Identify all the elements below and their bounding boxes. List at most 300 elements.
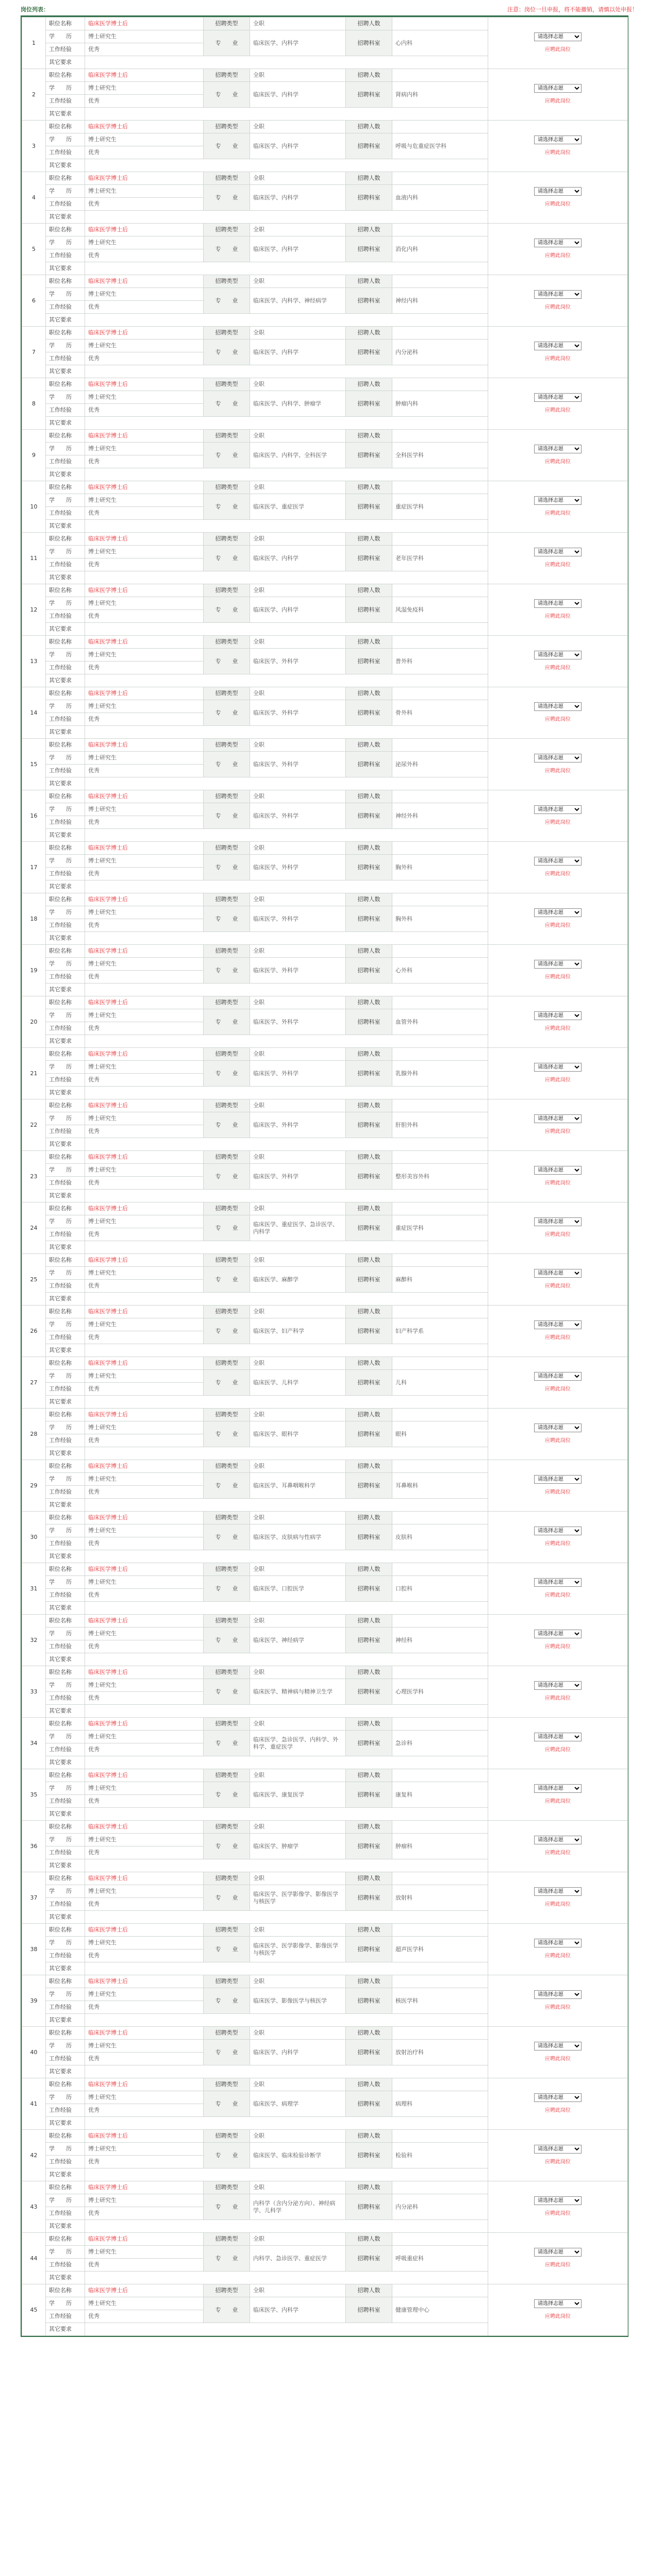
- action-cell: [488, 69, 628, 121]
- preference-select[interactable]: [534, 548, 582, 556]
- job-name-value: 临床医学博士后: [85, 945, 204, 958]
- recruit-dept-label: 招聘科室: [346, 82, 392, 108]
- recruit-type-label: 招聘类型: [204, 430, 250, 443]
- work-experience-label: 工作经验: [46, 198, 85, 211]
- action-cell: [488, 842, 628, 893]
- apply-link[interactable]: 应聘此岗位: [545, 1696, 571, 1701]
- preference-select[interactable]: [534, 1887, 582, 1896]
- other-requirements-label: 其它要求: [46, 1911, 85, 1924]
- apply-link[interactable]: 应聘此岗位: [545, 1232, 571, 1238]
- row-index: 43: [22, 2181, 46, 2233]
- major-value: 临床医学、重症医学: [250, 494, 346, 520]
- row-index: 23: [22, 1151, 46, 1202]
- job-name-value: 临床医学博士后: [85, 1769, 204, 1782]
- table-row: [22, 1409, 628, 1421]
- preference-select[interactable]: [534, 1990, 582, 1999]
- table-row: [22, 172, 628, 185]
- recruit-count-label: 招聘人数: [346, 378, 392, 391]
- other-requirements-label: 其它要求: [46, 880, 85, 893]
- job-name-label: 职位名称: [46, 1924, 85, 1937]
- education-value: 博士研究生: [85, 649, 204, 662]
- recruit-count-label: 招聘人数: [346, 275, 392, 288]
- other-requirements-label: 其它要求: [46, 159, 85, 172]
- table-row: [22, 1151, 628, 1164]
- recruit-count-label: 招聘人数: [346, 1821, 392, 1834]
- preference-select[interactable]: [534, 1114, 582, 1123]
- row-index: 39: [22, 1975, 46, 2027]
- other-requirements-label: 其它要求: [46, 1705, 85, 1718]
- row-index: 38: [22, 1924, 46, 1975]
- job-name-value: 临床医学博士后: [85, 1306, 204, 1318]
- row-index: 37: [22, 1872, 46, 1924]
- recruit-count-value: [392, 996, 488, 1009]
- major-value: 临床医学、内科学、神经病学: [250, 288, 346, 314]
- major-label: 专 业: [204, 1988, 250, 2014]
- work-experience-value: 优秀: [85, 558, 204, 571]
- work-experience-value: 优秀: [85, 2053, 204, 2065]
- recruit-type-value: 全职: [250, 687, 346, 700]
- work-experience-value: 优秀: [85, 713, 204, 726]
- job-name-label: 职位名称: [46, 2181, 85, 2194]
- education-label: 学 历: [46, 1937, 85, 1950]
- recruit-count-label: 招聘人数: [346, 2130, 392, 2143]
- preference-select[interactable]: [534, 239, 582, 247]
- apply-link[interactable]: 应聘此岗位: [545, 408, 571, 413]
- recruit-type-label: 招聘类型: [204, 996, 250, 1009]
- work-experience-label: 工作经验: [46, 558, 85, 571]
- recruit-count-value: [392, 1099, 488, 1112]
- recruit-dept-value: 全科医学科: [392, 443, 488, 468]
- recruit-type-label: 招聘类型: [204, 533, 250, 546]
- job-name-label: 职位名称: [46, 842, 85, 855]
- preference-select[interactable]: [534, 754, 582, 762]
- job-name-label: 职位名称: [46, 790, 85, 803]
- education-label: 学 历: [46, 1834, 85, 1846]
- apply-link[interactable]: 应聘此岗位: [545, 1283, 571, 1289]
- apply-link[interactable]: 应聘此岗位: [545, 1902, 571, 1907]
- job-name-label: 职位名称: [46, 739, 85, 752]
- table-row: [22, 18, 628, 30]
- table-row: [22, 2233, 628, 2246]
- other-requirements-label: 其它要求: [46, 1087, 85, 1099]
- major-value: 临床医学、口腔医学: [250, 1576, 346, 1602]
- other-requirements-value: [85, 417, 488, 430]
- job-name-value: 临床医学博士后: [85, 996, 204, 1009]
- education-label: 学 历: [46, 494, 85, 507]
- table-row: [22, 327, 628, 340]
- other-requirements-label: 其它要求: [46, 2065, 85, 2078]
- recruit-count-label: 招聘人数: [346, 1563, 392, 1576]
- recruit-type-label: 招聘类型: [204, 945, 250, 958]
- apply-link[interactable]: 应聘此岗位: [545, 47, 571, 53]
- recruit-dept-value: 口腔科: [392, 1576, 488, 1602]
- education-label: 学 历: [46, 546, 85, 558]
- preference-select[interactable]: [534, 1217, 582, 1226]
- apply-link[interactable]: 应聘此岗位: [545, 2005, 571, 2010]
- other-requirements-value: [85, 1756, 488, 1769]
- recruit-type-label: 招聘类型: [204, 893, 250, 906]
- recruit-count-label: 招聘人数: [346, 1048, 392, 1061]
- preference-select[interactable]: [534, 857, 582, 866]
- apply-link[interactable]: 应聘此岗位: [545, 562, 571, 568]
- other-requirements-label: 其它要求: [46, 314, 85, 327]
- job-name-value: 临床医学博士后: [85, 1512, 204, 1524]
- table-row: [22, 1666, 628, 1679]
- apply-link[interactable]: 应聘此岗位: [545, 511, 571, 516]
- recruit-dept-value: 乳腺外科: [392, 1061, 488, 1087]
- recruit-type-value: 全职: [250, 121, 346, 133]
- other-requirements-value: [85, 880, 488, 893]
- preference-select[interactable]: [534, 445, 582, 453]
- major-value: 临床医学、康复医学: [250, 1782, 346, 1808]
- apply-link[interactable]: 应聘此岗位: [545, 1026, 571, 1031]
- work-experience-value: 优秀: [85, 1228, 204, 1241]
- apply-link[interactable]: 应聘此岗位: [545, 768, 571, 774]
- preference-select[interactable]: [534, 135, 582, 144]
- table-row: [22, 275, 628, 288]
- education-label: 学 历: [46, 1988, 85, 2001]
- recruit-count-value: [392, 1254, 488, 1267]
- apply-link[interactable]: 应聘此岗位: [545, 1077, 571, 1083]
- recruit-dept-value: 泌尿外科: [392, 752, 488, 777]
- preference-select[interactable]: [534, 651, 582, 659]
- recruit-count-label: 招聘人数: [346, 1460, 392, 1473]
- work-experience-label: 工作经验: [46, 249, 85, 262]
- apply-link[interactable]: 应聘此岗位: [545, 1541, 571, 1547]
- work-experience-label: 工作经验: [46, 1743, 85, 1756]
- major-value: 临床医学、皮肤病与性病学: [250, 1524, 346, 1550]
- major-value: 临床医学、精神病与精神卫生学: [250, 1679, 346, 1705]
- education-value: 博士研究生: [85, 391, 204, 404]
- preference-select[interactable]: [534, 702, 582, 711]
- preference-select[interactable]: [534, 1733, 582, 1741]
- preference-select[interactable]: [534, 342, 582, 350]
- apply-link[interactable]: 应聘此岗位: [545, 356, 571, 362]
- job-name-value: 临床医学博士后: [85, 2233, 204, 2246]
- recruit-count-label: 招聘人数: [346, 18, 392, 30]
- preference-select[interactable]: [534, 84, 582, 93]
- action-cell: [488, 2027, 628, 2078]
- preference-select[interactable]: [534, 1166, 582, 1175]
- work-experience-label: 工作经验: [46, 43, 85, 56]
- table-row: [22, 687, 628, 700]
- job-name-label: 职位名称: [46, 1048, 85, 1061]
- apply-link[interactable]: 应聘此岗位: [545, 253, 571, 259]
- preference-select[interactable]: [534, 2196, 582, 2205]
- apply-link[interactable]: 应聘此岗位: [545, 614, 571, 619]
- apply-link[interactable]: 应聘此岗位: [545, 459, 571, 465]
- other-requirements-label: 其它要求: [46, 2323, 85, 2336]
- preference-select[interactable]: [534, 1527, 582, 1535]
- recruit-type-value: 全职: [250, 1048, 346, 1061]
- other-requirements-value: [85, 108, 488, 121]
- education-label: 学 历: [46, 1318, 85, 1331]
- recruit-dept-value: 放射治疗科: [392, 2040, 488, 2065]
- major-label: 专 业: [204, 340, 250, 365]
- row-index: 40: [22, 2027, 46, 2078]
- recruit-dept-value: 心内科: [392, 30, 488, 56]
- other-requirements-label: 其它要求: [46, 1447, 85, 1460]
- apply-link[interactable]: 应聘此岗位: [545, 923, 571, 928]
- apply-link[interactable]: 应聘此岗位: [545, 1438, 571, 1444]
- apply-link[interactable]: 应聘此岗位: [545, 304, 571, 310]
- preference-select[interactable]: [534, 496, 582, 505]
- recruit-type-value: 全职: [250, 1512, 346, 1524]
- recruit-dept-value: 放射科: [392, 1885, 488, 1911]
- apply-link[interactable]: 应聘此岗位: [545, 2314, 571, 2319]
- work-experience-label: 工作经验: [46, 1177, 85, 1190]
- work-experience-value: 优秀: [85, 1331, 204, 1344]
- job-name-value: 临床医学博士后: [85, 1872, 204, 1885]
- major-label: 专 业: [204, 1421, 250, 1447]
- recruit-count-value: [392, 1666, 488, 1679]
- preference-select[interactable]: [534, 908, 582, 917]
- recruit-type-value: 全职: [250, 1769, 346, 1782]
- apply-link[interactable]: 应聘此岗位: [545, 820, 571, 825]
- apply-link[interactable]: 应聘此岗位: [545, 1129, 571, 1134]
- apply-link[interactable]: 应聘此岗位: [545, 871, 571, 877]
- row-index: 24: [22, 1202, 46, 1254]
- major-value: 临床医学、外科学: [250, 1009, 346, 1035]
- preference-select[interactable]: [534, 2093, 582, 2102]
- preference-select[interactable]: [534, 1063, 582, 1072]
- row-index: 4: [22, 172, 46, 224]
- work-experience-value: 优秀: [85, 1434, 204, 1447]
- work-experience-label: 工作经验: [46, 1898, 85, 1911]
- education-label: 学 历: [46, 649, 85, 662]
- recruit-dept-value: 皮肤科: [392, 1524, 488, 1550]
- recruit-type-label: 招聘类型: [204, 739, 250, 752]
- job-name-value: 临床医学博士后: [85, 842, 204, 855]
- preference-select[interactable]: [534, 1630, 582, 1638]
- education-label: 学 历: [46, 1782, 85, 1795]
- action-cell: [488, 1666, 628, 1718]
- education-value: 博士研究生: [85, 2091, 204, 2104]
- major-label: 专 业: [204, 1009, 250, 1035]
- apply-link[interactable]: 应聘此岗位: [545, 2159, 571, 2165]
- education-value: 博士研究生: [85, 1009, 204, 1022]
- preference-select[interactable]: [534, 599, 582, 608]
- row-index: 18: [22, 893, 46, 945]
- preference-select[interactable]: [534, 1011, 582, 1020]
- recruit-count-value: [392, 378, 488, 391]
- preference-select[interactable]: [534, 1372, 582, 1381]
- recruit-dept-value: 急诊科: [392, 1731, 488, 1756]
- preference-select[interactable]: [534, 32, 582, 41]
- apply-link[interactable]: 应聘此岗位: [545, 1850, 571, 1856]
- major-label: 专 业: [204, 2040, 250, 2065]
- apply-link[interactable]: 应聘此岗位: [545, 2211, 571, 2216]
- recruit-count-value: [392, 1048, 488, 1061]
- job-name-label: 职位名称: [46, 275, 85, 288]
- major-value: 临床医学、外科学: [250, 906, 346, 932]
- preference-select[interactable]: [534, 1836, 582, 1844]
- recruit-count-label: 招聘人数: [346, 842, 392, 855]
- recruit-dept-value: 神经外科: [392, 803, 488, 829]
- preference-select[interactable]: [534, 960, 582, 969]
- recruit-type-label: 招聘类型: [204, 1615, 250, 1628]
- row-index: 34: [22, 1718, 46, 1769]
- preference-select[interactable]: [534, 2042, 582, 2050]
- preference-select[interactable]: [534, 290, 582, 299]
- apply-link[interactable]: 应聘此岗位: [545, 2056, 571, 2062]
- recruit-type-label: 招聘类型: [204, 1048, 250, 1061]
- major-value: 临床医学、内科学: [250, 546, 346, 571]
- major-value: 临床医学、外科学: [250, 958, 346, 984]
- action-cell: [488, 1409, 628, 1460]
- apply-link[interactable]: 应聘此岗位: [545, 1335, 571, 1341]
- job-name-value: 临床医学博士后: [85, 172, 204, 185]
- recruit-count-value: [392, 1512, 488, 1524]
- apply-link[interactable]: 应聘此岗位: [545, 974, 571, 980]
- recruit-dept-label: 招聘科室: [346, 700, 392, 726]
- apply-link[interactable]: 应聘此岗位: [545, 2262, 571, 2268]
- work-experience-label: 工作经验: [46, 1383, 85, 1396]
- action-cell: [488, 1615, 628, 1666]
- job-name-label: 职位名称: [46, 2233, 85, 2246]
- preference-select[interactable]: [534, 393, 582, 402]
- other-requirements-label: 其它要求: [46, 1756, 85, 1769]
- education-label: 学 历: [46, 1421, 85, 1434]
- recruit-dept-label: 招聘科室: [346, 752, 392, 777]
- table-row: [22, 1924, 628, 1937]
- job-name-value: 临床医学博士后: [85, 224, 204, 236]
- apply-link[interactable]: 应聘此岗位: [545, 1644, 571, 1650]
- recruit-type-label: 招聘类型: [204, 636, 250, 649]
- recruit-count-value: [392, 481, 488, 494]
- apply-link[interactable]: 应聘此岗位: [545, 1953, 571, 1959]
- row-index: 32: [22, 1615, 46, 1666]
- apply-link[interactable]: 应聘此岗位: [545, 1592, 571, 1598]
- action-cell: [488, 1563, 628, 1615]
- job-name-value: 临床医学博士后: [85, 1151, 204, 1164]
- preference-select[interactable]: [534, 1578, 582, 1587]
- recruit-count-value: [392, 790, 488, 803]
- apply-link[interactable]: 应聘此岗位: [545, 98, 571, 104]
- preference-select[interactable]: [534, 187, 582, 196]
- preference-select[interactable]: [534, 1423, 582, 1432]
- row-index: 21: [22, 1048, 46, 1099]
- apply-link[interactable]: 应聘此岗位: [545, 1386, 571, 1392]
- other-requirements-value: [85, 829, 488, 842]
- recruit-type-label: 招聘类型: [204, 1821, 250, 1834]
- action-cell: [488, 224, 628, 275]
- recruit-type-value: 全职: [250, 1615, 346, 1628]
- apply-link[interactable]: 应聘此岗位: [545, 1489, 571, 1495]
- job-name-label: 职位名称: [46, 1563, 85, 1576]
- recruit-dept-label: 招聘科室: [346, 1009, 392, 1035]
- education-value: 博士研究生: [85, 443, 204, 455]
- apply-link[interactable]: 应聘此岗位: [545, 201, 571, 207]
- major-label: 专 业: [204, 1731, 250, 1756]
- recruit-type-label: 招聘类型: [204, 1975, 250, 1988]
- major-label: 专 业: [204, 1679, 250, 1705]
- recruit-count-value: [392, 1718, 488, 1731]
- preference-select[interactable]: [534, 805, 582, 814]
- action-cell: [488, 121, 628, 172]
- preference-select[interactable]: [534, 2145, 582, 2154]
- recruit-type-value: 全职: [250, 2027, 346, 2040]
- row-index: 42: [22, 2130, 46, 2181]
- work-experience-value: 优秀: [85, 1125, 204, 1138]
- recruit-dept-value: 病理科: [392, 2091, 488, 2117]
- preference-select[interactable]: [534, 1320, 582, 1329]
- recruit-type-label: 招聘类型: [204, 1357, 250, 1370]
- work-experience-label: 工作经验: [46, 2053, 85, 2065]
- recruit-dept-label: 招聘科室: [346, 185, 392, 211]
- table-row: [22, 1769, 628, 1782]
- row-index: 25: [22, 1254, 46, 1306]
- apply-link[interactable]: 应聘此岗位: [545, 1747, 571, 1753]
- preference-select[interactable]: [534, 1681, 582, 1690]
- education-value: 博士研究生: [85, 752, 204, 765]
- row-index: 7: [22, 327, 46, 378]
- work-experience-value: 优秀: [85, 2001, 204, 2014]
- apply-link[interactable]: 应聘此岗位: [545, 150, 571, 156]
- work-experience-value: 优秀: [85, 1898, 204, 1911]
- preference-select[interactable]: [534, 2299, 582, 2308]
- recruit-type-value: 全职: [250, 1975, 346, 1988]
- major-value: 临床医学、内科学: [250, 340, 346, 365]
- job-name-label: 职位名称: [46, 1512, 85, 1524]
- apply-link[interactable]: 应聘此岗位: [545, 1799, 571, 1804]
- work-experience-label: 工作经验: [46, 765, 85, 777]
- job-name-label: 职位名称: [46, 224, 85, 236]
- preference-select[interactable]: [534, 1475, 582, 1484]
- other-requirements-label: 其它要求: [46, 932, 85, 945]
- recruit-count-value: [392, 687, 488, 700]
- apply-link[interactable]: 应聘此岗位: [545, 717, 571, 722]
- education-label: 学 历: [46, 2040, 85, 2053]
- other-requirements-label: 其它要求: [46, 1293, 85, 1306]
- preference-select[interactable]: [534, 1784, 582, 1793]
- other-requirements-value: [85, 1138, 488, 1151]
- recruit-dept-label: 招聘科室: [346, 1318, 392, 1344]
- row-index: 12: [22, 584, 46, 636]
- action-cell: [488, 2284, 628, 2336]
- preference-select[interactable]: [534, 2248, 582, 2257]
- recruit-type-label: 招聘类型: [204, 1924, 250, 1937]
- other-requirements-label: 其它要求: [46, 726, 85, 739]
- recruit-dept-value: 康复科: [392, 1782, 488, 1808]
- row-index: 1: [22, 18, 46, 69]
- work-experience-value: 优秀: [85, 352, 204, 365]
- recruit-type-value: 全职: [250, 533, 346, 546]
- recruit-dept-label: 招聘科室: [346, 1370, 392, 1396]
- row-index: 3: [22, 121, 46, 172]
- apply-link[interactable]: 应聘此岗位: [545, 2108, 571, 2113]
- row-index: 27: [22, 1357, 46, 1409]
- work-experience-label: 工作经验: [46, 1280, 85, 1293]
- recruit-type-label: 招聘类型: [204, 1409, 250, 1421]
- preference-select[interactable]: [534, 1269, 582, 1278]
- recruit-count-label: 招聘人数: [346, 121, 392, 133]
- major-label: 专 业: [204, 803, 250, 829]
- recruit-count-value: [392, 224, 488, 236]
- major-label: 专 业: [204, 1061, 250, 1087]
- recruit-dept-label: 招聘科室: [346, 30, 392, 56]
- table-row: [22, 1821, 628, 1834]
- apply-link[interactable]: 应聘此岗位: [545, 1180, 571, 1186]
- table-row: [22, 121, 628, 133]
- job-name-label: 职位名称: [46, 1872, 85, 1885]
- recruit-dept-label: 招聘科室: [346, 236, 392, 262]
- recruit-type-label: 招聘类型: [204, 69, 250, 82]
- recruit-dept-value: 眼科: [392, 1421, 488, 1447]
- preference-select[interactable]: [534, 1939, 582, 1947]
- apply-link[interactable]: 应聘此岗位: [545, 665, 571, 671]
- other-requirements-value: [85, 1859, 488, 1872]
